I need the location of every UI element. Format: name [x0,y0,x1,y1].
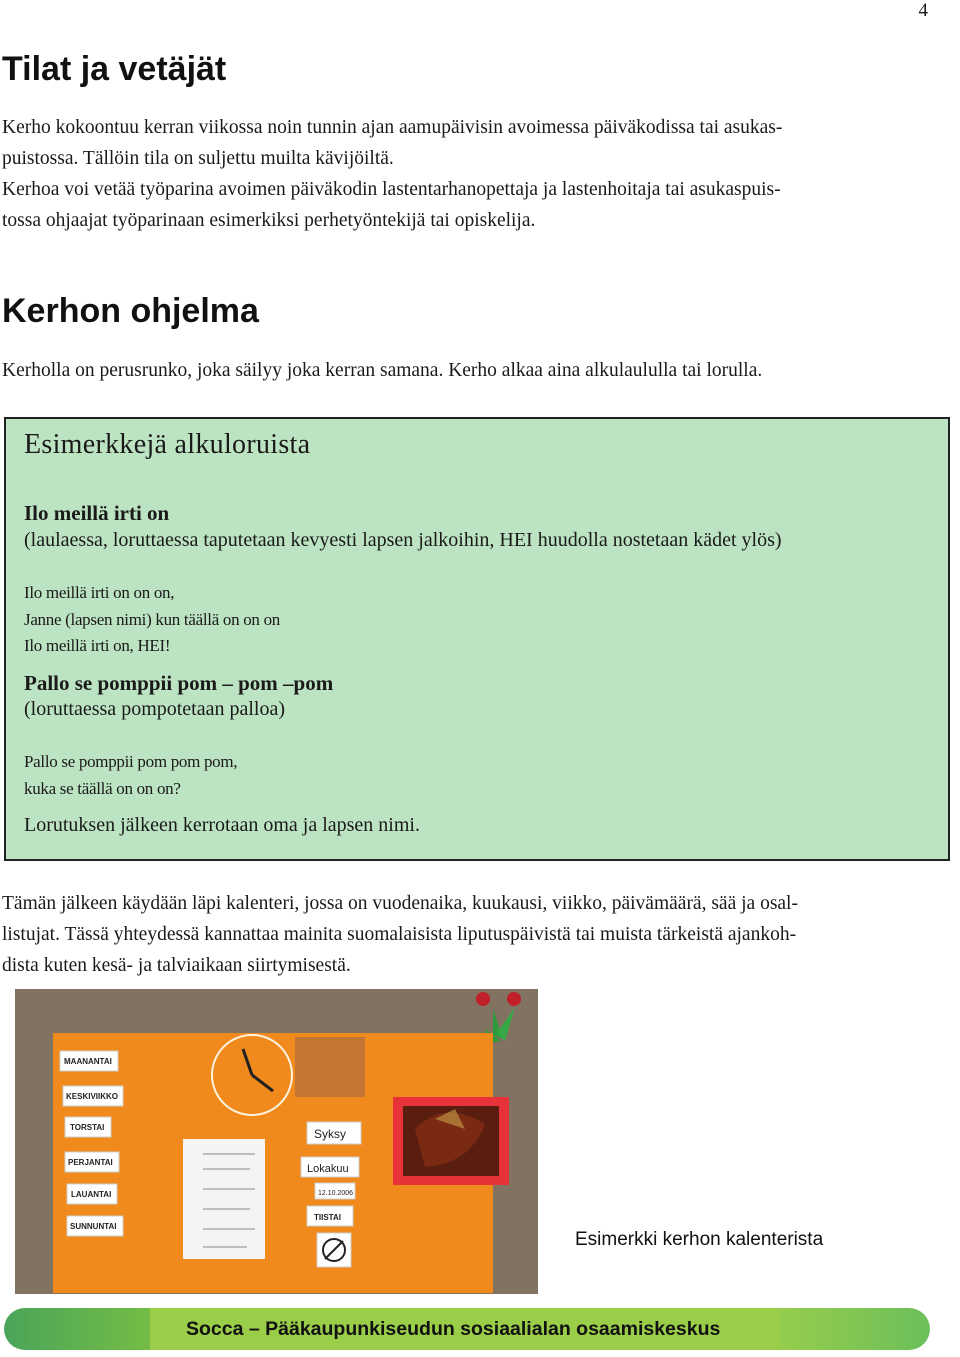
rhyme2-desc: (loruttaessa pompotetaan palloa) [24,698,286,720]
rhyme1-verse [24,580,280,660]
footer-banner [0,1306,960,1354]
section1-line: Kerhoa voi vetää työparina avoimen päiväkodin lastentarhanopettaja ja lastenhoitaja tai asukaspuis- [2,179,781,200]
verse-line: Ilo meillä irti on on on, [24,583,175,602]
box-title: Esimerkkejä alkuloruista [24,429,311,460]
rhyme2-title: Pallo se pomppii pom – pom –pom [24,671,334,695]
heading-kerhon-ohjelma: Kerhon ohjelma [2,292,259,330]
section1-text [2,112,932,236]
day-label: SUNNUNTAI [70,1222,117,1231]
section3-line: Tämän jälkeen käydään läpi kalenteri, jossa on vuodenaika, kuukausi, viikko, päivämäärä, sää ja osal- [2,893,798,914]
rhyme2-verse [24,749,237,802]
verse-line: kuka se täällä on on on? [24,778,181,798]
section3-line: dista kuten kesä- ja talviaikaan siirtymisestä. [2,955,351,976]
closing-line: Lorutuksen jälkeen kerrotaan oma ja lapsen nimi. [24,814,420,836]
verse-line: Janne (lapsen nimi) kun täällä on on on [24,609,280,629]
schedule-paper [183,1139,265,1259]
day-label: MAANANTAI [64,1057,112,1066]
example-rhymes-box [4,417,950,861]
date-card: 12.10.2006 [318,1190,354,1197]
section1-line: tossa ohjaajat työparinaan esimerkiksi perhetyöntekijä tai opiskelija. [2,210,536,231]
rhyme1-title: Ilo meillä irti on [24,501,170,525]
photo-caption: Esimerkki kerhon kalenterista [575,1229,824,1250]
month-card: Lokakuu [307,1163,349,1175]
footer-text: Socca – Pääkaupunkiseudun sosiaalialan osaamiskeskus [186,1318,721,1340]
calendar-photo [15,989,538,1294]
rhyme1-desc: (laulaessa, loruttaessa taputetaan kevyesti lapsen jalkoihin, HEI huudolla nostetaan kädet ylös) [24,529,782,551]
day-label: LAUANTAI [71,1190,112,1199]
section2-intro: Kerholla on perusrunko, joka säilyy joka kerran samana. Kerho alkaa aina alkulaululla tai lorulla. [2,360,763,381]
page-number: 4 [918,0,928,21]
day-label: TORSTAI [70,1123,105,1132]
section3-line: listujat. Tässä yhteydessä kannattaa mainita suomalaisista liputuspäivistä tai muista tärkeistä ajankoh- [2,924,797,945]
section1-line: puistossa. Tällöin tila on suljettu muilta kävijöiltä. [2,148,394,169]
verse-line: Pallo se pomppii pom pom pom, [24,752,238,771]
verse-line: Ilo meillä irti on, HEI! [24,636,171,655]
section1-line: Kerho kokoontuu kerran viikossa noin tunnin ajan aamupäivisin avoimessa päiväkodissa tai asukas- [2,117,783,138]
day-label: KESKIVIIKKO [66,1092,119,1101]
today-card: TIISTAI [314,1213,341,1222]
season-card: Syksy [314,1127,347,1141]
day-label: PERJANTAI [68,1158,113,1167]
heading-tilat: Tilat ja vetäjät [2,50,227,88]
section3-text [2,888,932,981]
